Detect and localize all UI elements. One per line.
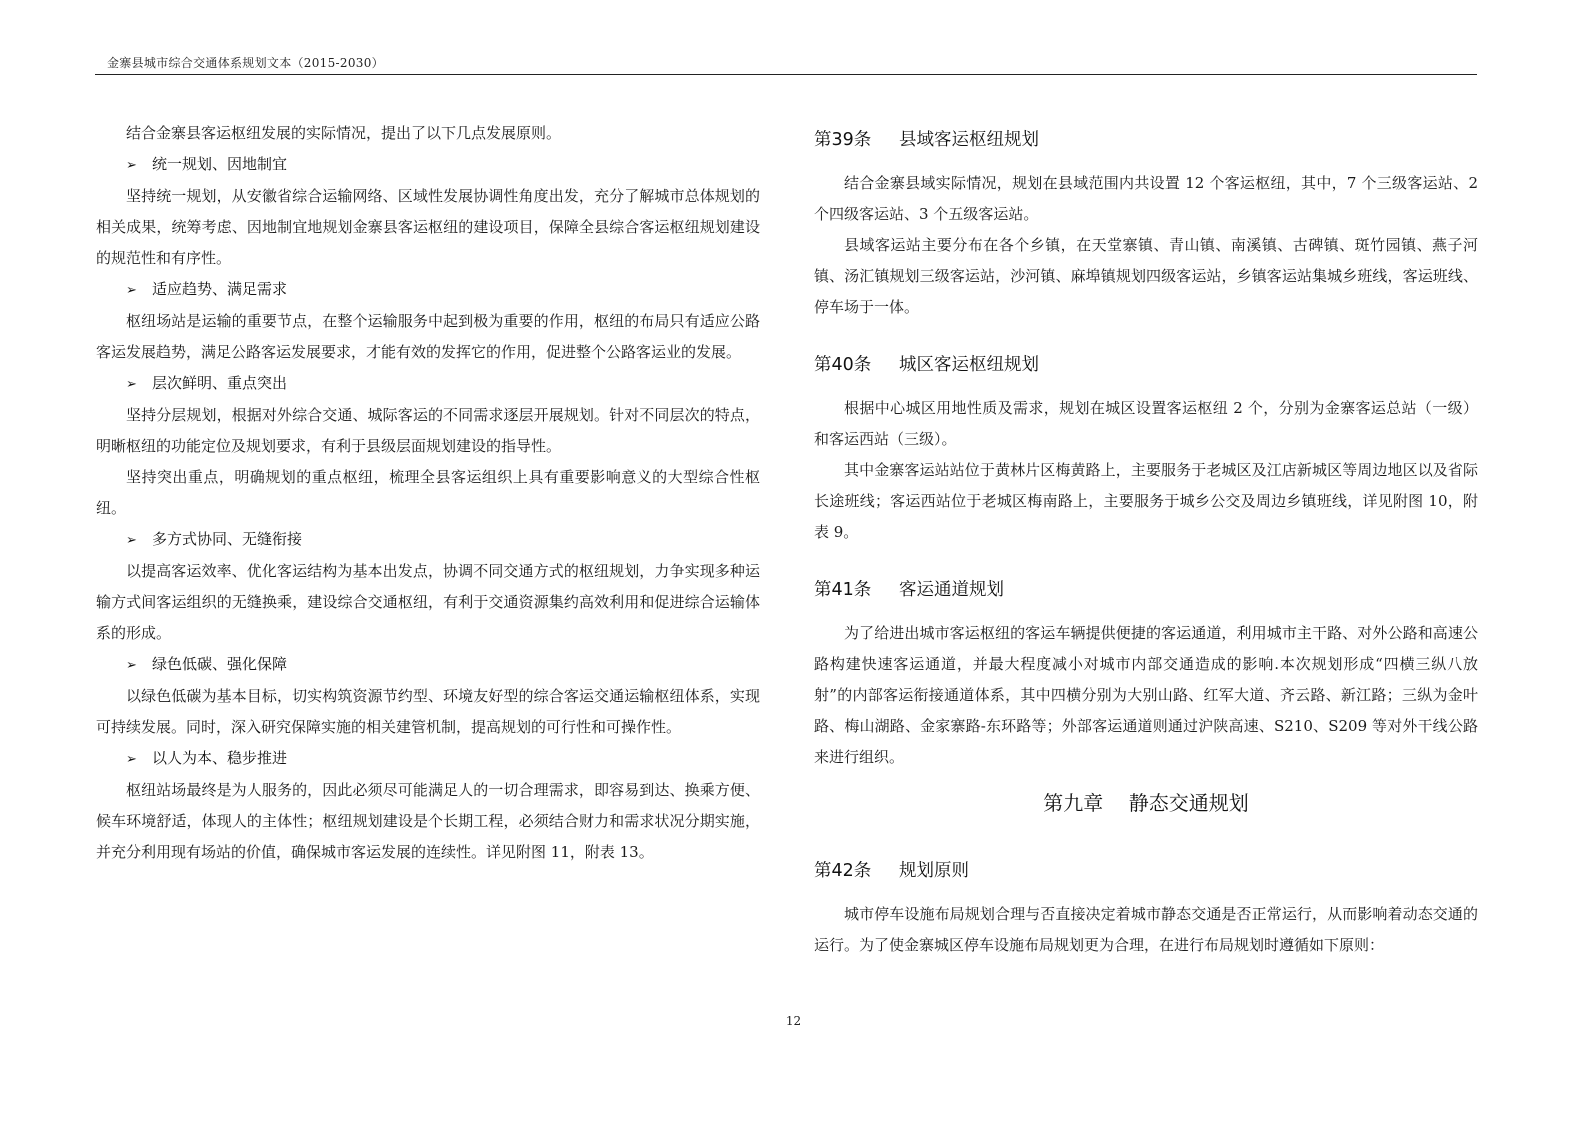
right-column: [814, 118, 1478, 961]
intro-paragraph: 结合金寨县客运枢纽发展的实际情况，提出了以下几点发展原则。: [126, 124, 562, 142]
principle-paragraph: 以提高客运效率、优化客运结构为基本出发点，协调不同交通方式的枢纽规划，力争实现多种运输方式间客运组织的无缝换乘，建设综合交通枢纽，有利于交通资源集约高效利用和促进综合运输体系的形成。: [96, 562, 760, 642]
principle-paragraph: 坚持统一规划，从安徽省综合运输网络、区域性发展协调性角度出发，充分了解城市总体规划的相关成果，统筹考虑、因地制宜地规划金寨县客运枢纽的建设项目，保障全县综合客运枢纽规划建设的规范性和有序性。: [96, 187, 760, 267]
article-number: 第41条: [814, 580, 872, 600]
article-39-heading: [814, 118, 1478, 162]
principle-heading: ➢ 绿色低碳、强化保障: [96, 649, 760, 681]
article-42-heading: [814, 849, 1478, 893]
article-paragraph: 根据中心城区用地性质及需求，规划在城区设置客运枢纽 2 个，分别为金寨客运总站（一级）和客运西站（三级）。: [814, 399, 1478, 448]
article-paragraph: 为了给进出城市客运枢纽的客运车辆提供便捷的客运通道，利用城市主干路、对外公路和高速公路构建快速客运通道，并最大程度减小对城市内部交通造成的影响.本次规划形成“四横三纵八放射”的内部客运衔接通道体系，其中四横分别为大别山路、红军大道、齐云路、新江路；三纵为金叶路、梅山湖路、金家寨路-东环路等；外部客运通道则通过沪陕高速、S210、S209 等对外干线公路来进行组织。: [814, 624, 1478, 766]
arrow-bullet-icon: ➢: [126, 377, 137, 392]
principle-paragraph: 以绿色低碳为基本目标，切实构筑资源节约型、环境友好型的综合客运交通运输枢纽体系，实现可持续发展。同时，深入研究保障实施的相关建管机制，提高规划的可行性和可操作性。: [96, 687, 760, 736]
article-paragraph: 县域客运站主要分布在各个乡镇，在天堂寨镇、青山镇、南溪镇、古碑镇、斑竹园镇、燕子河镇、汤汇镇规划三级客运站，沙河镇、麻埠镇规划四级客运站，乡镇客运站集城乡班线，客运班线、停车场于一体。: [814, 236, 1478, 316]
article-41-heading: [814, 568, 1478, 612]
article-40-heading: [814, 343, 1478, 387]
principle-heading: ➢ 统一规划、因地制宜: [96, 149, 760, 181]
article-paragraph: 其中金寨客运站站位于黄林片区梅黄路上，主要服务于老城区及江店新城区等周边地区以及省际长途班线；客运西站位于老城区梅南路上，主要服务于城乡公交及周边乡镇班线，详见附图 10，附表 9。: [814, 461, 1478, 541]
arrow-bullet-icon: ➢: [126, 533, 137, 548]
chapter-heading: [814, 781, 1478, 825]
article-paragraph: 城市停车设施布局规划合理与否直接决定着城市静态交通是否正常运行，从而影响着动态交通的运行。为了使金寨城区停车设施布局规划更为合理，在进行布局规划时遵循如下原则：: [814, 905, 1478, 954]
document-title: 金寨县城市综合交通体系规划文本（2015-2030）: [107, 56, 384, 70]
article-title: 县域客运枢纽规划: [899, 130, 1039, 150]
article-title: 客运通道规划: [899, 580, 1004, 600]
principle-heading: ➢ 多方式协同、无缝衔接: [96, 524, 760, 556]
article-number: 第39条: [814, 130, 872, 150]
principle-paragraph: 坚持突出重点，明确规划的重点枢纽，梳理全县客运组织上具有重要影响意义的大型综合性枢纽。: [96, 468, 760, 517]
principle-heading: ➢ 适应趋势、满足需求: [96, 274, 760, 306]
page-header: [95, 52, 1477, 75]
article-title: 规划原则: [899, 861, 969, 881]
article-paragraph: 结合金寨县域实际情况，规划在县域范围内共设置 12 个客运枢纽，其中，7 个三级客运站、2 个四级客运站、3 个五级客运站。: [814, 174, 1478, 223]
arrow-bullet-icon: ➢: [126, 158, 137, 173]
chapter-number: 第九章: [1043, 791, 1104, 815]
principle-paragraph: 坚持分层规划，根据对外综合交通、城际客运的不同需求逐层开展规划。针对不同层次的特点，明晰枢纽的功能定位及规划要求，有利于县级层面规划建设的指导性。: [96, 406, 760, 455]
left-column: [96, 118, 760, 868]
principle-paragraph: 枢纽站场最终是为人服务的，因此必须尽可能满足人的一切合理需求，即容易到达、换乘方便、候车环境舒适，体现人的主体性；枢纽规划建设是个长期工程，必须结合财力和需求状况分期实施，并充分利用现有场站的价值，确保城市客运发展的连续性。详见附图 11，附表 13。: [96, 781, 760, 861]
principle-paragraph: 枢纽场站是运输的重要节点，在整个运输服务中起到极为重要的作用，枢纽的布局只有适应公路客运发展趋势，满足公路客运发展要求，才能有效的发挥它的作用，促进整个公路客运业的发展。: [96, 312, 760, 361]
principle-heading: ➢ 以人为本、稳步推进: [96, 743, 760, 775]
arrow-bullet-icon: ➢: [126, 283, 137, 298]
article-number: 第42条: [814, 861, 872, 881]
page-number: 12: [785, 1014, 802, 1028]
principle-heading: ➢ 层次鲜明、重点突出: [96, 368, 760, 400]
arrow-bullet-icon: ➢: [126, 658, 137, 673]
arrow-bullet-icon: ➢: [126, 752, 137, 767]
chapter-title: 静态交通规划: [1128, 791, 1249, 815]
article-number: 第40条: [814, 355, 872, 375]
article-title: 城区客运枢纽规划: [899, 355, 1039, 375]
